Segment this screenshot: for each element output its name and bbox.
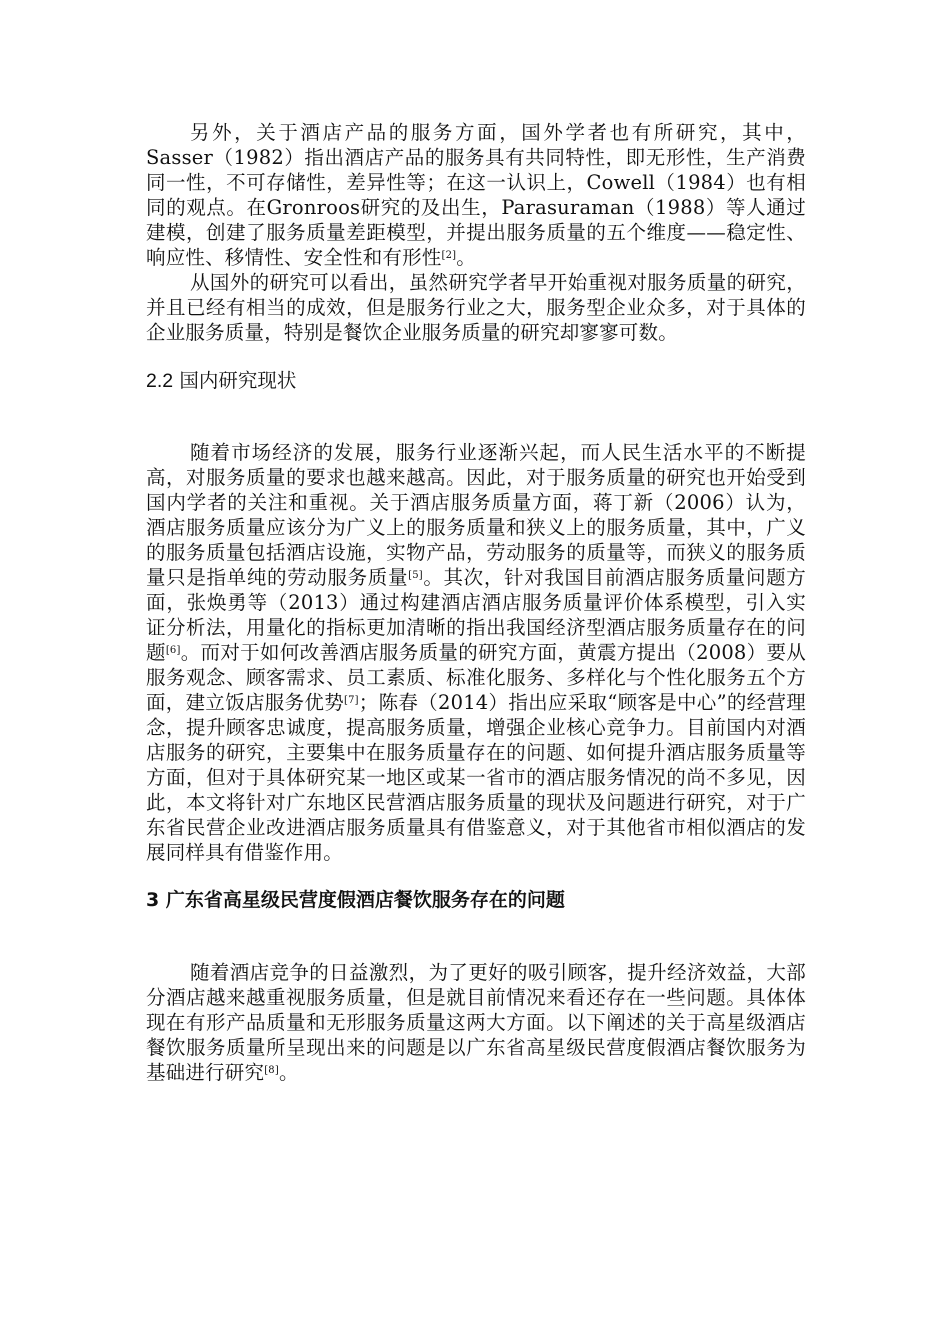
paragraph-text: 。其次，针对我国目前酒店服务质量问题方面，张焕勇等（2013）通过构建酒店酒店服务质量评价体系模型，引入实证分析法，用量化的指标更加清晰的指出我国经济型酒店服务质量存在的问题 bbox=[146, 566, 806, 664]
paragraph-tail: 。 bbox=[456, 246, 476, 269]
paragraph-text: 从国外的研究可以看出，虽然研究学者早开始重视对服务质量的研究，并且已经有相当的成效，但是服务行业之大，服务型企业众多，对于具体的企业服务质量，特别是餐饮企业服务质量的研究却寥寥可数。 bbox=[146, 271, 806, 344]
paragraph-text: 随着市场经济的发展，服务行业逐渐兴起，而人民生活水平的不断提高，对服务质量的要求也越来越高。因此，对于服务质量的研究也开始受到国内学者的关注和重视。关于酒店服务质量方面，蒋丁新（2006）认为，酒店服务质量应该分为广义上的服务质量和狭义上的服务质量，其中，广义的服务质量包括酒店设施，实物产品，劳动服务的质量等，而狭义的服务质量只是指单纯的劳动服务质量 bbox=[146, 441, 806, 589]
citation-ref: [8] bbox=[264, 1065, 279, 1076]
document-page bbox=[146, 120, 806, 1085]
paragraph-text: ；陈春（2014）指出应采取“顾客是中心”的经营理念，提升顾客忠诚度，提高服务质量，增强企业核心竞争力。目前国内对酒店服务的研究，主要集中在服务质量存在的问题、如何提升酒店服务质量等方面，但对于具体研究某一地区或某一省市的酒店服务情况的尚不多见，因此，本文将针对广东地区民营酒店服务质量的现状及问题进行研究，对于广东省民营企业改进酒店服务质量具有借鉴意义，对于其他省市相似酒店的发展同样具有借鉴作用。 bbox=[146, 691, 806, 864]
paragraph-tail: 。 bbox=[278, 1061, 299, 1084]
spacer bbox=[146, 865, 806, 888]
citation-ref: [5] bbox=[408, 570, 423, 581]
paragraph-problems-intro bbox=[146, 960, 806, 1085]
paragraph-text: 另外，关于酒店产品的服务方面，国外学者也有所研究，其中，Sasser（1982）指出酒店产品的服务具有共同特性，即无形性，生产消费同一性，不可存储性，差异性等；在这一认识上，Cowell（1984）也有相同的观点。在Gronroos研究的及出生，Parasuraman（1988）等人通过建模，创建了服务质量差距模型，并提出服务质量的五个维度——稳定性、响应性、移情性、安全性和有形性 bbox=[146, 121, 806, 269]
spacer bbox=[146, 913, 806, 960]
paragraph-domestic-research bbox=[146, 440, 806, 865]
section-heading-2-2 bbox=[146, 368, 806, 394]
heading-number: 2.2 bbox=[146, 370, 174, 392]
citation-ref: [2] bbox=[441, 250, 457, 261]
citation-ref: [6] bbox=[165, 645, 181, 656]
spacer bbox=[146, 345, 806, 368]
paragraph-foreign-research-1 bbox=[146, 120, 806, 270]
section-heading-3: 3 广东省高星级民营度假酒店餐饮服务存在的问题 bbox=[146, 889, 565, 911]
citation-ref: [7] bbox=[344, 695, 359, 706]
spacer bbox=[146, 394, 806, 440]
paragraph-foreign-research-2 bbox=[146, 270, 806, 345]
paragraph-text: 随着酒店竞争的日益激烈，为了更好的吸引顾客，提升经济效益，大部分酒店越来越重视服务质量，但是就目前情况来看还存在一些问题。具体体现在有形产品质量和无形服务质量这两大方面。以下阐述的关于高星级酒店餐饮服务质量所呈现出来的问题是以广东省高星级民营度假酒店餐饮服务为基础进行研究 bbox=[146, 961, 806, 1084]
heading-text: 国内研究现状 bbox=[179, 369, 297, 392]
paragraph-text: 。而对于如何改善酒店服务质量的研究方面，黄震方提出（2008）要从服务观念、顾客需求、员工素质、标准化服务、多样化与个性化服务五个方面，建立饭店服务优势 bbox=[146, 641, 806, 714]
